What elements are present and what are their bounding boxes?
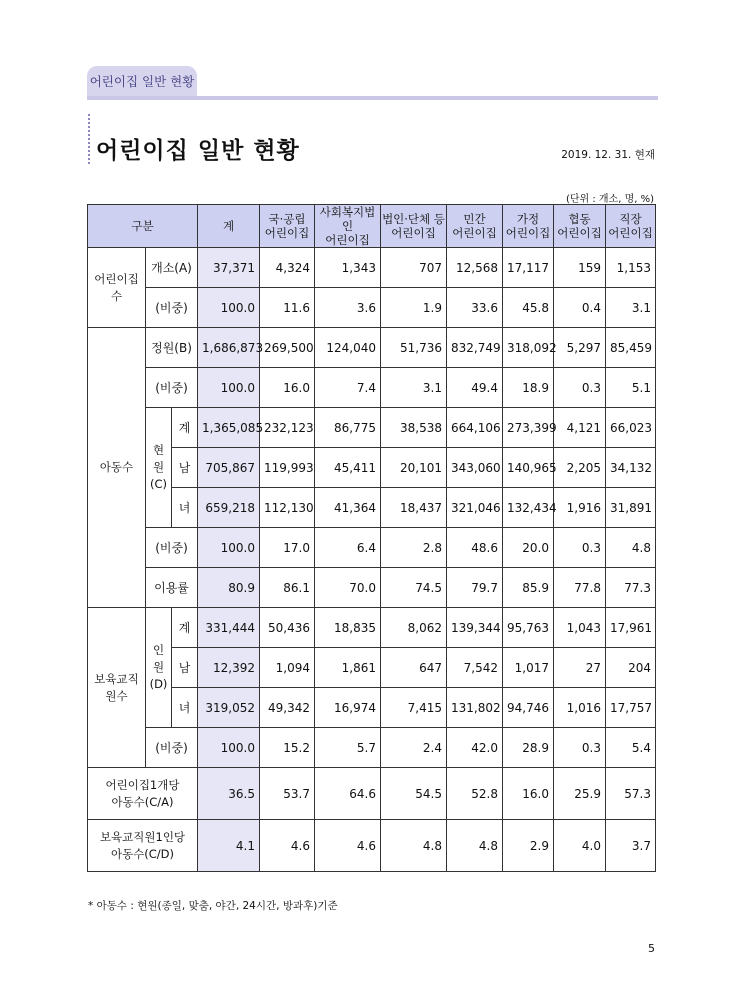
row-label: (비중)	[146, 368, 198, 408]
value-cell: 273,399	[503, 408, 554, 448]
total-value-cell: 705,867	[198, 448, 260, 488]
value-cell: 28.9	[503, 728, 554, 768]
total-value-cell: 37,371	[198, 248, 260, 288]
section-rule	[87, 96, 658, 100]
value-cell: 70.0	[315, 568, 381, 608]
staff-count-label: 인 원 (D)	[146, 608, 172, 728]
value-cell: 77.3	[606, 568, 656, 608]
value-cell: 16.0	[503, 768, 554, 820]
value-cell: 18.9	[503, 368, 554, 408]
row-label: 녀	[172, 488, 198, 528]
value-cell: 42.0	[447, 728, 503, 768]
value-cell: 1,916	[554, 488, 606, 528]
value-cell: 7.4	[315, 368, 381, 408]
value-cell: 2.8	[381, 528, 447, 568]
header-total: 계	[198, 205, 260, 248]
header-col: 국·공립 어린이집	[260, 205, 315, 248]
row-label: 남	[172, 448, 198, 488]
unit-note: (단위 : 개소, 명, %)	[565, 194, 654, 205]
total-value-cell: 100.0	[198, 728, 260, 768]
total-value-cell: 80.9	[198, 568, 260, 608]
table-row	[88, 248, 656, 288]
value-cell: 1,343	[315, 248, 381, 288]
group-label-children: 아동수	[88, 328, 146, 608]
value-cell: 2.4	[381, 728, 447, 768]
value-cell: 124,040	[315, 328, 381, 368]
value-cell: 0.3	[554, 728, 606, 768]
total-value-cell: 36.5	[198, 768, 260, 820]
table-row	[88, 448, 656, 488]
value-cell: 6.4	[315, 528, 381, 568]
value-cell: 64.6	[315, 768, 381, 820]
page-number: 5	[648, 942, 655, 955]
value-cell: 77.8	[554, 568, 606, 608]
value-cell: 4,324	[260, 248, 315, 288]
section-tab: 어린이집 일반 현황	[87, 66, 197, 96]
row-label: (비중)	[146, 728, 198, 768]
header-col: 민간 어린이집	[447, 205, 503, 248]
value-cell: 4.8	[381, 820, 447, 872]
value-cell: 41,364	[315, 488, 381, 528]
value-cell: 5.7	[315, 728, 381, 768]
value-cell: 31,891	[606, 488, 656, 528]
value-cell: 140,965	[503, 448, 554, 488]
value-cell: 232,123	[260, 408, 315, 448]
table-row	[88, 288, 656, 328]
value-cell: 11.6	[260, 288, 315, 328]
value-cell: 85.9	[503, 568, 554, 608]
value-cell: 5,297	[554, 328, 606, 368]
table-row	[88, 820, 656, 872]
value-cell: 45.8	[503, 288, 554, 328]
value-cell: 57.3	[606, 768, 656, 820]
table-row	[88, 408, 656, 448]
value-cell: 1,094	[260, 648, 315, 688]
value-cell: 112,130	[260, 488, 315, 528]
header-row	[88, 205, 656, 248]
value-cell: 204	[606, 648, 656, 688]
total-value-cell: 659,218	[198, 488, 260, 528]
value-cell: 17,117	[503, 248, 554, 288]
reference-date: 2019. 12. 31. 현재	[561, 149, 655, 161]
table-row	[88, 328, 656, 368]
total-value-cell: 4.1	[198, 820, 260, 872]
value-cell: 4.6	[315, 820, 381, 872]
value-cell: 1,016	[554, 688, 606, 728]
value-cell: 4.8	[606, 528, 656, 568]
group-label-staff: 보육교직원수	[88, 608, 146, 768]
value-cell: 1,861	[315, 648, 381, 688]
value-cell: 50,436	[260, 608, 315, 648]
value-cell: 12,568	[447, 248, 503, 288]
children-per-center-label: 어린이집1개당 아동수(C/A)	[88, 768, 198, 820]
value-cell: 2.9	[503, 820, 554, 872]
total-value-cell: 319,052	[198, 688, 260, 728]
value-cell: 119,993	[260, 448, 315, 488]
value-cell: 131,802	[447, 688, 503, 728]
value-cell: 0.3	[554, 368, 606, 408]
value-cell: 647	[381, 648, 447, 688]
value-cell: 321,046	[447, 488, 503, 528]
value-cell: 79.7	[447, 568, 503, 608]
row-label: 개소(A)	[146, 248, 198, 288]
value-cell: 52.8	[447, 768, 503, 820]
value-cell: 3.6	[315, 288, 381, 328]
value-cell: 8,062	[381, 608, 447, 648]
value-cell: 54.5	[381, 768, 447, 820]
header-col: 가정 어린이집	[503, 205, 554, 248]
group-label-centers: 어린이집수	[88, 248, 146, 328]
value-cell: 343,060	[447, 448, 503, 488]
value-cell: 86.1	[260, 568, 315, 608]
children-per-staff-label: 보육교직원1인당 아동수(C/D)	[88, 820, 198, 872]
value-cell: 94,746	[503, 688, 554, 728]
table-row	[88, 608, 656, 648]
table-row	[88, 648, 656, 688]
total-value-cell: 100.0	[198, 528, 260, 568]
row-label: 계	[172, 408, 198, 448]
header-col: 협동 어린이집	[554, 205, 606, 248]
table-row	[88, 688, 656, 728]
value-cell: 7,415	[381, 688, 447, 728]
header-col: 사회복지법인 어린이집	[315, 205, 381, 248]
value-cell: 4.6	[260, 820, 315, 872]
row-label: 정원(B)	[146, 328, 198, 368]
value-cell: 17.0	[260, 528, 315, 568]
value-cell: 85,459	[606, 328, 656, 368]
value-cell: 1,017	[503, 648, 554, 688]
value-cell: 51,736	[381, 328, 447, 368]
value-cell: 0.4	[554, 288, 606, 328]
row-label: 남	[172, 648, 198, 688]
total-value-cell: 12,392	[198, 648, 260, 688]
value-cell: 27	[554, 648, 606, 688]
value-cell: 66,023	[606, 408, 656, 448]
daycare-statistics-table	[87, 204, 656, 872]
value-cell: 3.1	[606, 288, 656, 328]
total-value-cell: 1,686,873	[198, 328, 260, 368]
value-cell: 53.7	[260, 768, 315, 820]
value-cell: 1,043	[554, 608, 606, 648]
total-value-cell: 1,365,085	[198, 408, 260, 448]
value-cell: 17,757	[606, 688, 656, 728]
header-category: 구분	[88, 205, 198, 248]
value-cell: 18,437	[381, 488, 447, 528]
table-row	[88, 528, 656, 568]
table-row	[88, 568, 656, 608]
value-cell: 20.0	[503, 528, 554, 568]
value-cell: 49.4	[447, 368, 503, 408]
value-cell: 1,153	[606, 248, 656, 288]
row-label: (비중)	[146, 288, 198, 328]
value-cell: 3.1	[381, 368, 447, 408]
footnote: * 아동수 : 현원(종일, 맞춤, 야간, 24시간, 방과후)기준	[88, 900, 338, 912]
value-cell: 0.3	[554, 528, 606, 568]
table-row	[88, 728, 656, 768]
header-col: 직장 어린이집	[606, 205, 656, 248]
value-cell: 15.2	[260, 728, 315, 768]
value-cell: 18,835	[315, 608, 381, 648]
total-value-cell: 100.0	[198, 368, 260, 408]
value-cell: 20,101	[381, 448, 447, 488]
value-cell: 16,974	[315, 688, 381, 728]
value-cell: 95,763	[503, 608, 554, 648]
value-cell: 3.7	[606, 820, 656, 872]
value-cell: 139,344	[447, 608, 503, 648]
value-cell: 34,132	[606, 448, 656, 488]
value-cell: 38,538	[381, 408, 447, 448]
title-accent	[88, 114, 90, 164]
value-cell: 7,542	[447, 648, 503, 688]
row-label: 이용률	[146, 568, 198, 608]
value-cell: 159	[554, 248, 606, 288]
value-cell: 832,749	[447, 328, 503, 368]
value-cell: 318,092	[503, 328, 554, 368]
table-row	[88, 768, 656, 820]
page-title: 어린이집 일반 현황	[96, 138, 300, 164]
header-col: 법인·단체 등 어린이집	[381, 205, 447, 248]
value-cell: 4.8	[447, 820, 503, 872]
row-label: 녀	[172, 688, 198, 728]
row-label: (비중)	[146, 528, 198, 568]
value-cell: 4.0	[554, 820, 606, 872]
value-cell: 707	[381, 248, 447, 288]
value-cell: 45,411	[315, 448, 381, 488]
value-cell: 25.9	[554, 768, 606, 820]
value-cell: 49,342	[260, 688, 315, 728]
value-cell: 132,434	[503, 488, 554, 528]
value-cell: 33.6	[447, 288, 503, 328]
row-label: 계	[172, 608, 198, 648]
value-cell: 48.6	[447, 528, 503, 568]
table-row	[88, 488, 656, 528]
table-row	[88, 368, 656, 408]
value-cell: 664,106	[447, 408, 503, 448]
value-cell: 86,775	[315, 408, 381, 448]
value-cell: 5.4	[606, 728, 656, 768]
value-cell: 2,205	[554, 448, 606, 488]
value-cell: 17,961	[606, 608, 656, 648]
value-cell: 4,121	[554, 408, 606, 448]
value-cell: 74.5	[381, 568, 447, 608]
total-value-cell: 331,444	[198, 608, 260, 648]
value-cell: 269,500	[260, 328, 315, 368]
total-value-cell: 100.0	[198, 288, 260, 328]
current-enrollment-label: 현 원 (C)	[146, 408, 172, 528]
value-cell: 1.9	[381, 288, 447, 328]
value-cell: 16.0	[260, 368, 315, 408]
value-cell: 5.1	[606, 368, 656, 408]
